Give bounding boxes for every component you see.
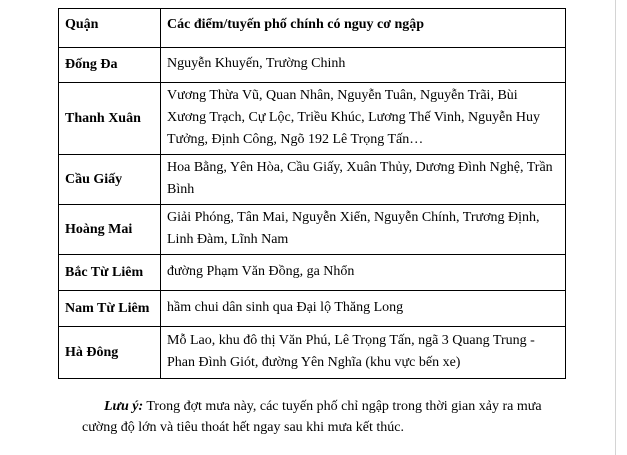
streets-cell: đường Phạm Văn Đồng, ga Nhổn: [161, 255, 566, 291]
streets-cell: Vương Thừa Vũ, Quan Nhân, Nguyễn Tuân, Nguyễn Trãi, Bùi Xương Trạch, Cự Lộc, Triều Khúc, Lương Thế Vinh, Nguyễn Huy Tưởng, Định Công, Ngõ 192 Lê Trọng Tấn…: [161, 83, 566, 155]
district-cell: Đống Đa: [59, 48, 161, 83]
table-row: [59, 291, 566, 327]
district-cell: Hoàng Mai: [59, 205, 161, 255]
streets-cell: Giải Phóng, Tân Mai, Nguyễn Xiển, Nguyễn Chính, Trương Định, Linh Đàm, Lĩnh Nam: [161, 205, 566, 255]
streets-cell: hầm chui dân sinh qua Đại lộ Thăng Long: [161, 291, 566, 327]
table-row: [59, 205, 566, 255]
footnote-label: Lưu ý:: [104, 399, 144, 414]
streets-cell: Hoa Bằng, Yên Hòa, Cầu Giấy, Xuân Thủy, Dương Đình Nghệ, Trần Bình: [161, 155, 566, 205]
header-district: Quận: [59, 9, 161, 48]
streets-cell: Mỗ Lao, khu đô thị Văn Phú, Lê Trọng Tấn, ngã 3 Quang Trung - Phan Đình Giót, đường Yên Nghĩa (khu vực bến xe): [161, 327, 566, 379]
page-edge-rule: [615, 0, 616, 455]
footnote-text: Trong đợt mưa này, các tuyến phố chỉ ngập trong thời gian xảy ra mưa cường độ lớn và tiêu thoát hết ngay sau khi mưa kết thúc.: [82, 399, 542, 435]
table-row: [59, 327, 566, 379]
table-row: [59, 155, 566, 205]
streets-cell: Nguyễn Khuyến, Trường Chinh: [161, 48, 566, 83]
district-cell: Hà Đông: [59, 327, 161, 379]
district-cell: Bắc Từ Liêm: [59, 255, 161, 291]
header-streets: Các điểm/tuyến phố chính có nguy cơ ngập: [161, 9, 566, 48]
district-cell: Nam Từ Liêm: [59, 291, 161, 327]
district-cell: Thanh Xuân: [59, 83, 161, 155]
table-row: [59, 48, 566, 83]
flood-risk-table: [58, 8, 566, 379]
table-row: [59, 255, 566, 291]
district-cell: Cầu Giấy: [59, 155, 161, 205]
table-row: [59, 83, 566, 155]
footnote: [82, 396, 572, 438]
table-header-row: [59, 9, 566, 48]
